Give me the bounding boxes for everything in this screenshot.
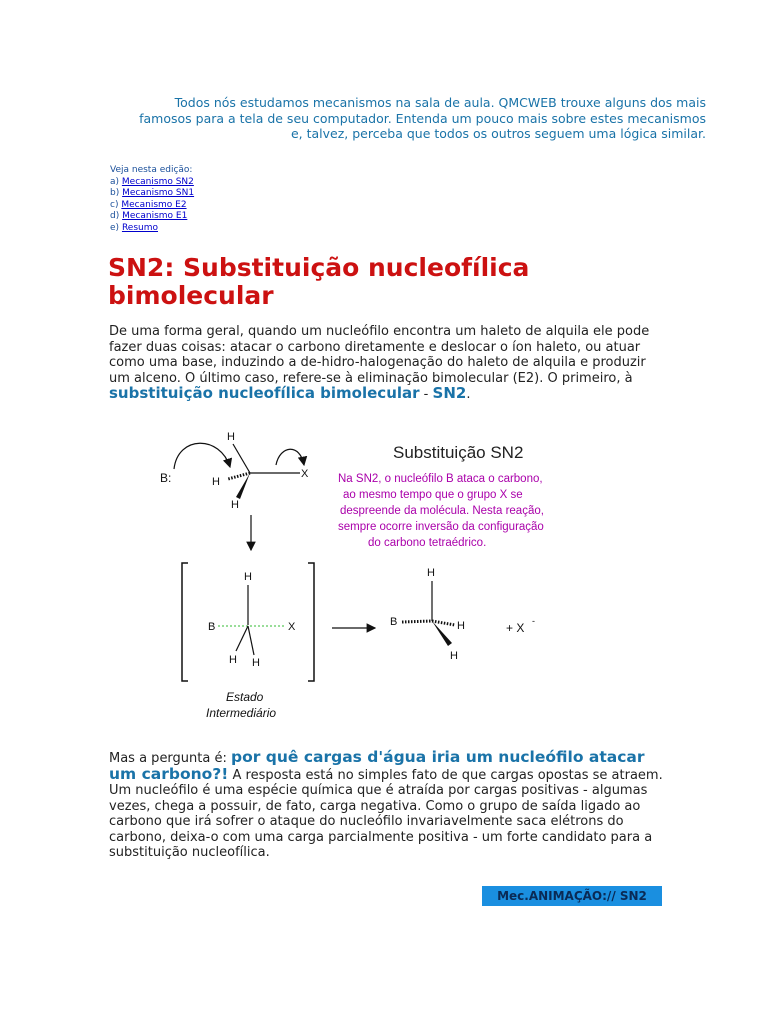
hashed-bond (228, 473, 250, 479)
toc-item-e1 (110, 211, 194, 223)
paragraph-lead: Mas a pergunta é: (109, 751, 231, 766)
highlight-term: substituição nucleofílica bimolecular (109, 384, 420, 402)
attack-arrow (174, 443, 230, 469)
heading-line: bimolecular (108, 281, 274, 310)
atom-b-ts: B (208, 621, 216, 633)
toc-title: Veja nesta edição: (110, 165, 193, 175)
bond (233, 444, 250, 473)
atom-x-ts: X (288, 621, 296, 633)
section-heading (108, 254, 668, 310)
toc-link-resumo[interactable]: Resumo (121, 222, 158, 233)
highlight-sn2: SN2 (432, 384, 467, 402)
toc-item-resumo (110, 223, 194, 235)
diagram-title: Substituição SN2 (393, 443, 524, 462)
animation-button[interactable]: Mec.ANIMAÇÃO:// SN2 (482, 886, 662, 906)
leaving-group-ion: + X (506, 621, 525, 635)
paragraph-text: A resposta está no simples fato de que cargas opostas se atraem. Um nucleófilo é uma espécie química que é atraída por cargas positivas - algumas vezes, chega a possuir, de fato, carga negativa. Como o grupo de saída ligado ao carbono que irá sofrer o ataque do nucleófilo invariavelmente saca elétrons do carbono, deixa-o com uma carga parcialmente positiva - um forte candidato para a substituição nucleofílica. (109, 767, 663, 860)
atom-h-ts-top: H (244, 571, 252, 583)
wedge-bond (432, 621, 452, 646)
dash: - (419, 387, 433, 402)
toc-link-sn1[interactable]: Mecanismo SN1 (122, 188, 195, 198)
intro-line: Todos nós estudamos mecanismos na sala de aula. QMCWEB trouxe alguns dos mais (174, 95, 706, 110)
atom-x: X (301, 468, 309, 480)
toc-prefix: a) (110, 176, 120, 187)
paragraph-text: De uma forma geral, quando um nucleófilo encontra um haleto de alquila ele pode fazer duas coisas: atacar o carbono diretamente e deslocar o íon haleto, ou atuar como uma base, induzindo a de-hidro-halogenação do haleto de alquila e produzir um alceno. O último caso, refere-se à eliminação bimolecular (E2). O primeiro, à (109, 324, 650, 386)
heading-line: SN2: Substituição nucleofílica (108, 253, 530, 282)
highlight-question: por quê cargas d'água iria um nucleófilo atacar um carbono?! (109, 748, 645, 783)
charge-sign: - (532, 616, 535, 626)
toc-item-sn1 (110, 188, 194, 200)
toc-link-e2[interactable]: Mecanismo E2 (121, 199, 187, 210)
atom-b-prod: B (390, 616, 398, 628)
toc-prefix: c) (110, 199, 119, 210)
atom-h-top: H (227, 431, 235, 443)
atom-h-ts-left: H (229, 654, 237, 666)
hashed-bond (432, 621, 455, 625)
table-of-contents (110, 165, 194, 234)
toc-link-e1[interactable]: Mecanismo E1 (122, 211, 188, 221)
period: . (466, 387, 471, 402)
atom-h-prod-top: H (427, 567, 435, 579)
intro-paragraph (108, 95, 706, 142)
caption-line: Na SN2, o nucleófilo B ataca o carbono, (338, 473, 543, 485)
intro-line: e, talvez, perceba que todos os outros seguem uma lógica similar. (290, 126, 706, 141)
intro-line: famosos para a tela de seu computador. Entenda um pouco mais sobre estes mecanismos (139, 110, 706, 126)
caption-line: ao mesmo tempo que o grupo X se (343, 489, 523, 501)
bracket-left (182, 563, 188, 681)
atom-h-prod-bottom: H (450, 650, 458, 662)
atom-h-prod-right: H (457, 620, 465, 632)
toc-prefix: e) (110, 222, 120, 233)
intro-body-paragraph (109, 324, 669, 403)
leaving-arrow (276, 449, 304, 465)
caption-line: do carbono tetraédrico. (368, 537, 487, 549)
state-label: Intermediário (206, 706, 277, 720)
toc-link-sn2[interactable]: Mecanismo SN2 (121, 176, 194, 187)
bond (236, 626, 248, 651)
atom-nucleophile: B: (160, 471, 172, 485)
toc-prefix: d) (110, 211, 120, 221)
bond (248, 626, 254, 655)
toc-item-e2 (110, 200, 194, 212)
atom-h-bottom: H (231, 499, 239, 511)
caption-line: sempre ocorre inversão da configuração (338, 521, 544, 533)
state-label: Estado (226, 690, 264, 704)
caption-line: despreende da molécula. Nesta reação, (340, 505, 544, 517)
toc-item-sn2 (110, 177, 194, 189)
atom-h-ts-right: H (252, 657, 260, 669)
atom-h-left: H (212, 476, 220, 488)
hashed-bond (402, 621, 432, 622)
toc-prefix: b) (110, 188, 120, 198)
bracket-right (308, 563, 314, 681)
question-paragraph (109, 750, 674, 861)
sn2-mechanism-diagram (150, 425, 570, 725)
